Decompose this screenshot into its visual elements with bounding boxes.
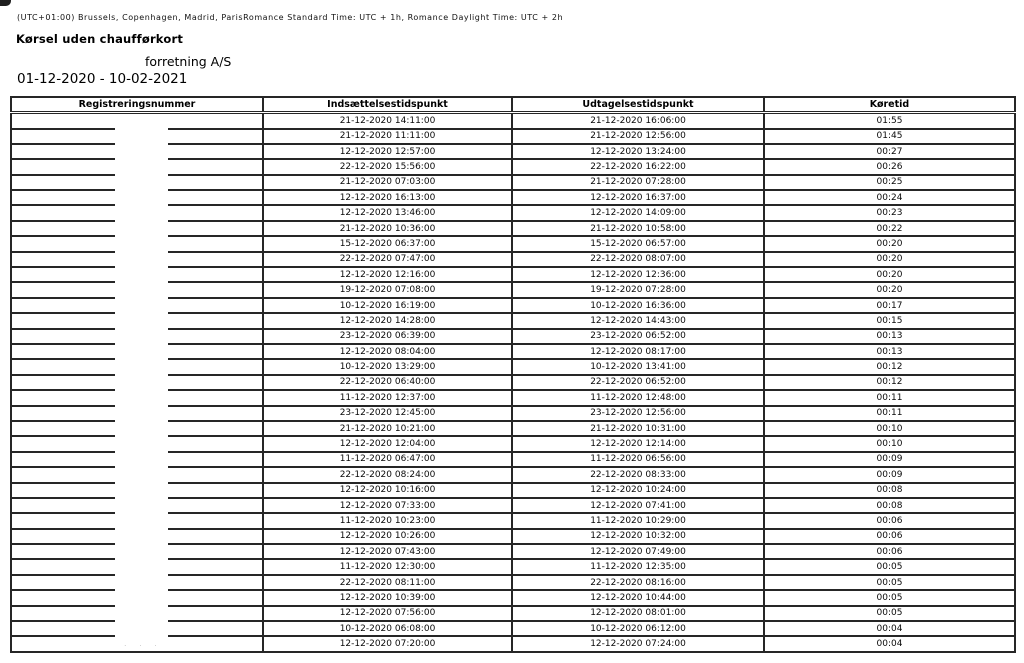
insert-time-cell: 11-12-2020 06:47:00 <box>263 452 512 467</box>
remove-time-cell: 12-12-2020 10:24:00 <box>512 483 764 498</box>
redaction-remnant-dots: . . . <box>124 639 162 648</box>
insert-time-cell: 12-12-2020 07:33:00 <box>263 498 512 513</box>
remove-time-cell: 21-12-2020 10:31:00 <box>512 421 764 436</box>
remove-time-cell: 12-12-2020 07:41:00 <box>512 498 764 513</box>
insert-time-cell: 12-12-2020 10:26:00 <box>263 529 512 544</box>
driving-time-cell: 00:24 <box>764 190 1015 205</box>
insert-time-cell: 15-12-2020 06:37:00 <box>263 236 512 251</box>
driving-time-cell: 00:20 <box>764 282 1015 297</box>
insert-time-cell: 21-12-2020 14:11:00 <box>263 113 512 129</box>
driving-time-cell: 00:06 <box>764 544 1015 559</box>
insert-time-cell: 12-12-2020 16:13:00 <box>263 190 512 205</box>
col-header-registreringsnummer: Registreringsnummer <box>11 97 263 113</box>
driving-time-cell: 00:04 <box>764 621 1015 636</box>
driving-time-cell: 00:13 <box>764 344 1015 359</box>
driving-time-cell: 00:09 <box>764 452 1015 467</box>
insert-time-cell: 12-12-2020 14:28:00 <box>263 313 512 328</box>
driving-time-cell: 00:06 <box>764 529 1015 544</box>
remove-time-cell: 12-12-2020 14:43:00 <box>512 313 764 328</box>
corner-artifact <box>0 0 11 6</box>
insert-time-cell: 12-12-2020 07:43:00 <box>263 544 512 559</box>
driving-time-cell: 01:45 <box>764 129 1015 144</box>
remove-time-cell: 12-12-2020 12:36:00 <box>512 267 764 282</box>
driving-time-cell: 00:17 <box>764 298 1015 313</box>
driving-time-cell: 00:11 <box>764 390 1015 405</box>
driving-time-cell: 00:05 <box>764 606 1015 621</box>
insert-time-cell: 21-12-2020 10:36:00 <box>263 221 512 236</box>
remove-time-cell: 11-12-2020 10:29:00 <box>512 513 764 528</box>
remove-time-cell: 21-12-2020 07:28:00 <box>512 175 764 190</box>
insert-time-cell: 23-12-2020 12:45:00 <box>263 406 512 421</box>
insert-time-cell: 12-12-2020 13:46:00 <box>263 205 512 220</box>
driving-time-cell: 00:15 <box>764 313 1015 328</box>
insert-time-cell: 22-12-2020 06:40:00 <box>263 375 512 390</box>
insert-time-cell: 12-12-2020 12:16:00 <box>263 267 512 282</box>
col-header-indsaettelsestidspunkt: Indsættelsestidspunkt <box>263 97 512 113</box>
remove-time-cell: 21-12-2020 16:06:00 <box>512 113 764 129</box>
driving-time-cell: 00:23 <box>764 205 1015 220</box>
remove-time-cell: 10-12-2020 16:36:00 <box>512 298 764 313</box>
insert-time-cell: 12-12-2020 10:16:00 <box>263 483 512 498</box>
col-header-udtagelsestidspunkt: Udtagelsestidspunkt <box>512 97 764 113</box>
remove-time-cell: 19-12-2020 07:28:00 <box>512 282 764 297</box>
col-header-koeretid: Køretid <box>764 97 1015 113</box>
remove-time-cell: 15-12-2020 06:57:00 <box>512 236 764 251</box>
insert-time-cell: 22-12-2020 07:47:00 <box>263 252 512 267</box>
table-header-row <box>11 97 1015 113</box>
insert-time-cell: 21-12-2020 10:21:00 <box>263 421 512 436</box>
remove-time-cell: 12-12-2020 07:24:00 <box>512 636 764 652</box>
driving-time-cell: 00:27 <box>764 144 1015 159</box>
remove-time-cell: 12-12-2020 08:17:00 <box>512 344 764 359</box>
remove-time-cell: 12-12-2020 10:32:00 <box>512 529 764 544</box>
driving-time-cell: 00:10 <box>764 436 1015 451</box>
insert-time-cell: 11-12-2020 10:23:00 <box>263 513 512 528</box>
insert-time-cell: 10-12-2020 16:19:00 <box>263 298 512 313</box>
driving-time-cell: 00:05 <box>764 559 1015 574</box>
driving-time-cell: 00:08 <box>764 483 1015 498</box>
driving-time-cell: 00:20 <box>764 236 1015 251</box>
remove-time-cell: 22-12-2020 08:16:00 <box>512 575 764 590</box>
remove-time-cell: 12-12-2020 12:14:00 <box>512 436 764 451</box>
driving-time-cell: 01:55 <box>764 113 1015 129</box>
remove-time-cell: 12-12-2020 16:37:00 <box>512 190 764 205</box>
driving-time-cell: 00:10 <box>764 421 1015 436</box>
insert-time-cell: 12-12-2020 07:20:00 <box>263 636 512 652</box>
driving-time-cell: 00:06 <box>764 513 1015 528</box>
date-range: 01-12-2020 - 10-02-2021 <box>17 71 188 87</box>
remove-time-cell: 10-12-2020 06:12:00 <box>512 621 764 636</box>
report-title: Kørsel uden chaufførkort <box>16 32 184 46</box>
insert-time-cell: 12-12-2020 10:39:00 <box>263 590 512 605</box>
remove-time-cell: 22-12-2020 08:07:00 <box>512 252 764 267</box>
driving-time-cell: 00:09 <box>764 467 1015 482</box>
remove-time-cell: 12-12-2020 08:01:00 <box>512 606 764 621</box>
driving-time-cell: 00:04 <box>764 636 1015 652</box>
insert-time-cell: 12-12-2020 07:56:00 <box>263 606 512 621</box>
insert-time-cell: 12-12-2020 12:04:00 <box>263 436 512 451</box>
insert-time-cell: 11-12-2020 12:37:00 <box>263 390 512 405</box>
driving-time-cell: 00:11 <box>764 406 1015 421</box>
insert-time-cell: 22-12-2020 08:11:00 <box>263 575 512 590</box>
driving-time-cell: 00:20 <box>764 267 1015 282</box>
remove-time-cell: 23-12-2020 12:56:00 <box>512 406 764 421</box>
insert-time-cell: 22-12-2020 08:24:00 <box>263 467 512 482</box>
remove-time-cell: 22-12-2020 06:52:00 <box>512 375 764 390</box>
remove-time-cell: 11-12-2020 12:48:00 <box>512 390 764 405</box>
insert-time-cell: 23-12-2020 06:39:00 <box>263 329 512 344</box>
company-name: forretning A/S <box>145 54 232 69</box>
remove-time-cell: 21-12-2020 12:56:00 <box>512 129 764 144</box>
remove-time-cell: 11-12-2020 06:56:00 <box>512 452 764 467</box>
insert-time-cell: 10-12-2020 06:08:00 <box>263 621 512 636</box>
registration-redaction-overlay <box>115 114 168 650</box>
remove-time-cell: 12-12-2020 07:49:00 <box>512 544 764 559</box>
remove-time-cell: 10-12-2020 13:41:00 <box>512 359 764 374</box>
insert-time-cell: 12-12-2020 12:57:00 <box>263 144 512 159</box>
remove-time-cell: 22-12-2020 16:22:00 <box>512 159 764 174</box>
driving-time-cell: 00:12 <box>764 375 1015 390</box>
remove-time-cell: 21-12-2020 10:58:00 <box>512 221 764 236</box>
insert-time-cell: 11-12-2020 12:30:00 <box>263 559 512 574</box>
driving-time-cell: 00:26 <box>764 159 1015 174</box>
remove-time-cell: 22-12-2020 08:33:00 <box>512 467 764 482</box>
insert-time-cell: 22-12-2020 15:56:00 <box>263 159 512 174</box>
driving-time-cell: 00:25 <box>764 175 1015 190</box>
driving-time-cell: 00:22 <box>764 221 1015 236</box>
driving-time-cell: 00:08 <box>764 498 1015 513</box>
driving-time-cell: 00:05 <box>764 575 1015 590</box>
driving-time-cell: 00:05 <box>764 590 1015 605</box>
remove-time-cell: 12-12-2020 13:24:00 <box>512 144 764 159</box>
remove-time-cell: 12-12-2020 14:09:00 <box>512 205 764 220</box>
remove-time-cell: 12-12-2020 10:44:00 <box>512 590 764 605</box>
insert-time-cell: 10-12-2020 13:29:00 <box>263 359 512 374</box>
driving-time-cell: 00:13 <box>764 329 1015 344</box>
insert-time-cell: 21-12-2020 07:03:00 <box>263 175 512 190</box>
remove-time-cell: 11-12-2020 12:35:00 <box>512 559 764 574</box>
insert-time-cell: 19-12-2020 07:08:00 <box>263 282 512 297</box>
driving-time-cell: 00:20 <box>764 252 1015 267</box>
timezone-line: (UTC+01:00) Brussels, Copenhagen, Madrid, ParisRomance Standard Time: UTC + 1h, Romance Daylight Time: UTC + 2h <box>17 13 564 22</box>
driving-time-cell: 00:12 <box>764 359 1015 374</box>
insert-time-cell: 21-12-2020 11:11:00 <box>263 129 512 144</box>
insert-time-cell: 12-12-2020 08:04:00 <box>263 344 512 359</box>
remove-time-cell: 23-12-2020 06:52:00 <box>512 329 764 344</box>
